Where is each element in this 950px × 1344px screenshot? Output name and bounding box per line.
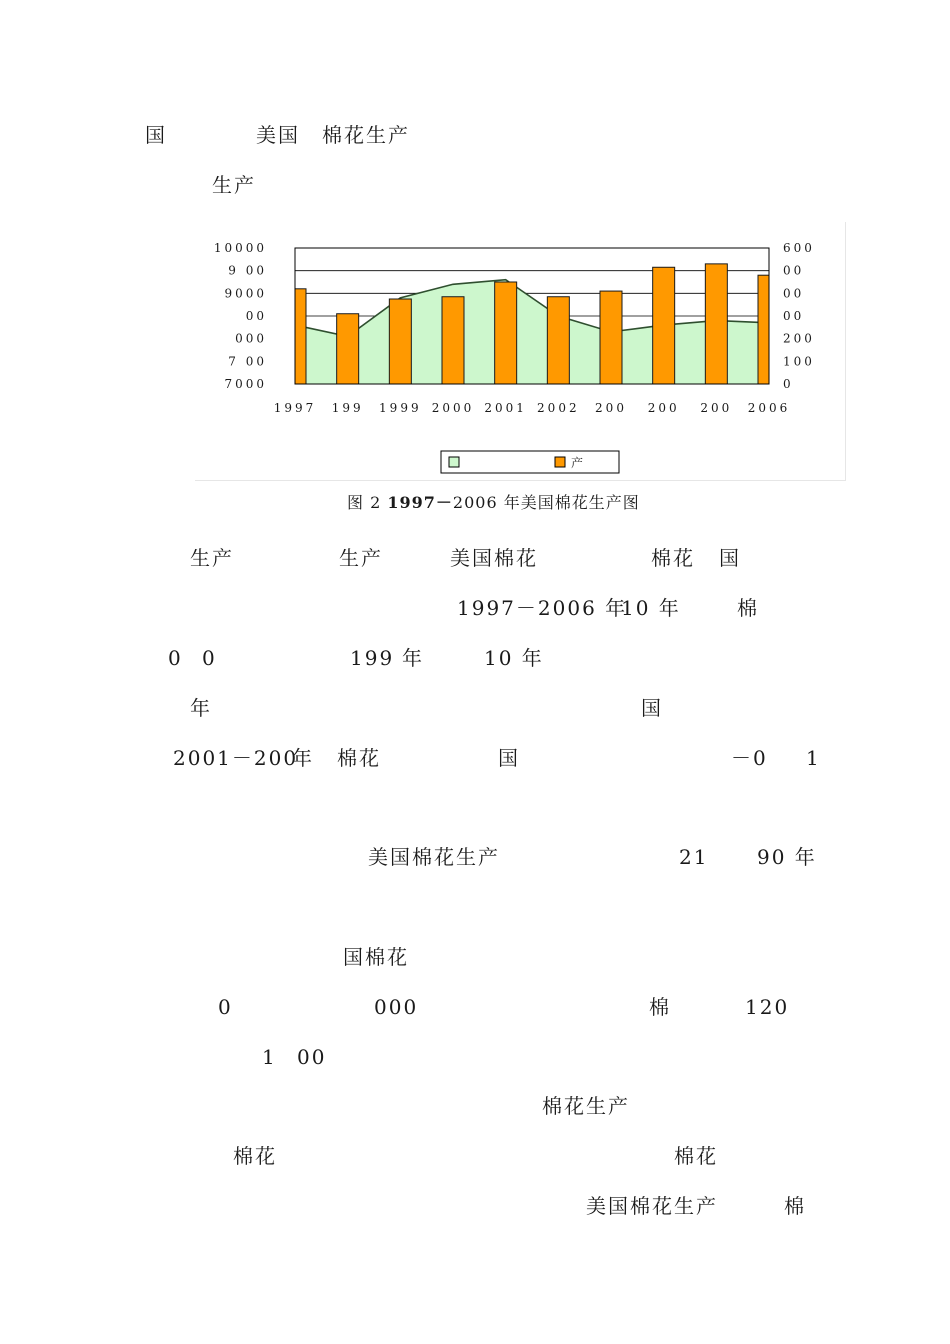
chart-frame <box>195 222 846 481</box>
category-tick-label: 2006 <box>747 401 791 415</box>
body-fragment: 90 年 <box>757 845 817 869</box>
category-tick-label: 2001 <box>484 401 527 415</box>
body-fragment: 1 <box>806 746 821 770</box>
left-axis-tick-label: 000 <box>235 331 267 346</box>
body-fragment: 0 <box>168 646 183 670</box>
legend-swatch-area <box>449 457 459 467</box>
body-fragment: 2001－200 <box>173 746 299 770</box>
body-fragment: 1 <box>262 1045 277 1069</box>
caption-range: 1997－ <box>387 493 453 512</box>
right-axis-tick-label: 0 <box>783 377 794 391</box>
bar <box>705 264 727 384</box>
left-axis-tick-label: 00 <box>245 309 267 323</box>
body-fragment: 棉花生产 <box>542 1094 630 1118</box>
body-fragment: 国 <box>641 696 663 720</box>
body-fragment: 21 <box>679 845 709 869</box>
right-axis-tick-label: 00 <box>783 263 805 278</box>
body-fragment: 10 年 <box>484 646 544 670</box>
body-fragment: 00 <box>297 1045 327 1069</box>
body-fragment: 0 <box>202 646 217 670</box>
right-axis-tick-label: 600 <box>783 241 815 255</box>
category-tick-label: 1997 <box>273 401 317 415</box>
caption-rest: 2006 年美国棉花生产图 <box>452 493 640 512</box>
body-fragment: 棉花 <box>233 1144 277 1168</box>
left-axis-tick-label: 10000 <box>213 241 267 255</box>
body-fragment: 棉花 <box>651 546 695 570</box>
right-axis-tick-label: 00 <box>783 309 805 323</box>
category-tick-label: 200 <box>647 401 680 415</box>
body-fragment: 120 <box>745 995 790 1019</box>
body-fragment: 棉 <box>737 596 759 620</box>
body-fragment: 国 <box>498 746 520 770</box>
body-fragment: 棉花 <box>674 1144 718 1168</box>
legend-box <box>441 451 619 473</box>
subheading: 生产 <box>212 173 256 197</box>
bar <box>495 282 517 384</box>
heading-part-1: 国 <box>145 123 167 147</box>
category-tick-label: 2000 <box>431 401 475 415</box>
body-fragment: 美国棉花生产 <box>368 845 500 869</box>
caption-label: 图 2 <box>347 493 388 512</box>
body-fragment: 美国棉花生产 <box>586 1194 718 1218</box>
heading-part-3: 棉花生产 <box>322 123 410 147</box>
body-fragment: 国棉花 <box>343 945 409 969</box>
legend-swatch-bar <box>555 457 565 467</box>
category-tick-label: 1999 <box>379 401 422 415</box>
right-axis-tick-label: 100 <box>783 354 815 369</box>
left-axis-tick-label: 7 00 <box>228 354 267 369</box>
body-fragment: 1997－2006 年 <box>457 596 628 620</box>
bar <box>295 289 306 384</box>
body-fragment: 0 <box>218 995 233 1019</box>
heading-part-2: 美国 <box>256 123 300 147</box>
category-tick-label: 200 <box>595 401 627 415</box>
body-fragment: 000 <box>374 995 419 1019</box>
legend-label-bar: 产 <box>571 456 584 470</box>
body-fragment: 美国棉花 <box>450 546 538 570</box>
category-tick-label: 200 <box>700 401 733 415</box>
body-fragment: 年 <box>190 696 212 720</box>
body-fragment: －0 <box>731 746 768 770</box>
body-fragment: 199 <box>350 646 395 670</box>
body-fragment: 10 年 <box>621 596 681 620</box>
right-axis-tick-label: 00 <box>783 286 805 301</box>
bar <box>653 267 675 384</box>
left-axis-tick-label: 9 00 <box>228 263 267 278</box>
body-fragment: 棉 <box>784 1194 806 1218</box>
body-fragment: 棉花 <box>337 746 381 770</box>
bar <box>600 291 622 384</box>
bar <box>442 297 464 384</box>
bar <box>758 275 769 384</box>
right-axis-tick-label: 200 <box>783 331 815 346</box>
body-fragment: 年 <box>292 746 314 770</box>
body-fragment: 年 <box>402 646 424 670</box>
category-tick-label: 199 <box>331 401 364 415</box>
body-fragment: 生产 <box>339 546 383 570</box>
figure-caption <box>347 490 640 513</box>
left-axis-tick-label: 9000 <box>224 286 267 301</box>
left-axis-tick-label: 7000 <box>224 377 267 391</box>
category-tick-label: 2002 <box>537 401 580 415</box>
bar <box>547 297 569 384</box>
bar <box>389 299 411 384</box>
body-fragment: 国 <box>719 546 741 570</box>
body-fragment: 棉 <box>649 995 671 1019</box>
cotton-production-chart <box>195 222 845 480</box>
area-series-fill <box>295 280 769 384</box>
body-fragment: 生产 <box>190 546 234 570</box>
bar <box>337 314 359 384</box>
